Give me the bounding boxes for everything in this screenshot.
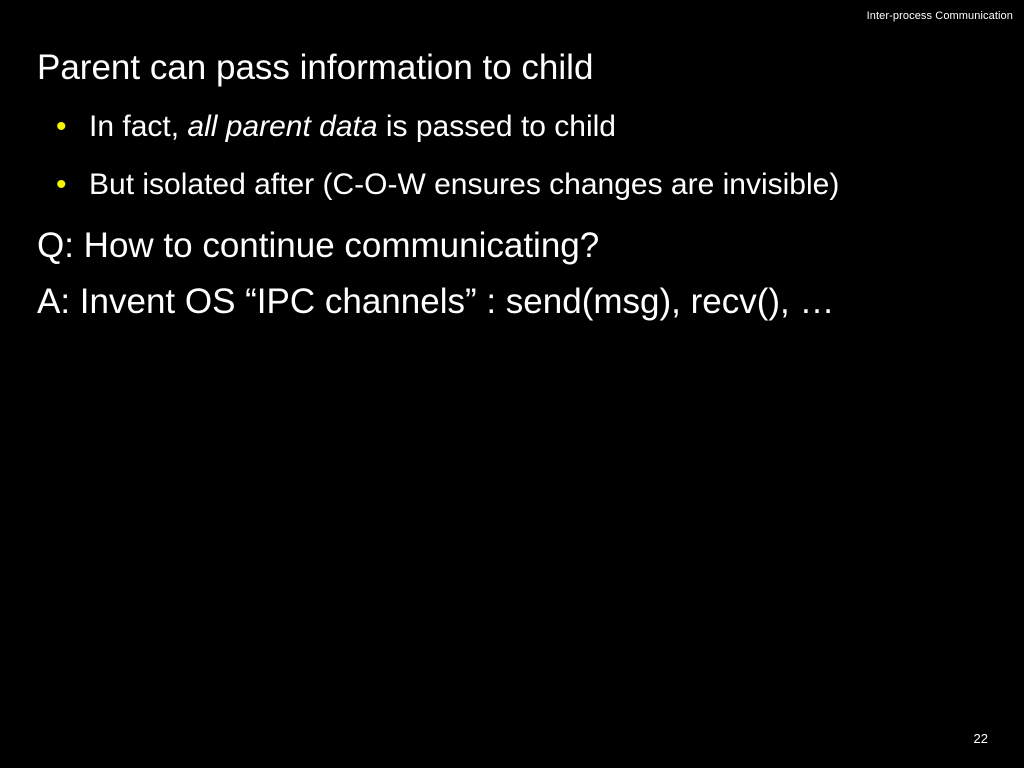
point-parent-pass-info: Parent can pass information to child	[37, 48, 594, 87]
bullet-text-before: In fact,	[89, 110, 188, 143]
slide-content	[37, 44, 994, 326]
bullet-item-all-parent-data	[37, 98, 994, 156]
bullet-item-isolated-after	[37, 156, 994, 214]
page-number: 22	[973, 731, 988, 746]
bullet-dot-icon: •	[56, 110, 67, 143]
slide-header-title: Inter-process Communication	[866, 10, 1013, 22]
bullet-text: But isolated after (C-O-W ensures changes are invisible)	[89, 168, 840, 201]
bullet-text-emphasis: all parent data	[187, 110, 378, 143]
answer-line: A: Invent OS “IPC channels” : send(msg), recv(), …	[37, 282, 835, 321]
bullet-dot-icon: •	[56, 168, 67, 201]
bullet-text-after: is passed to child	[377, 110, 616, 143]
sub-bullet-list	[37, 98, 994, 214]
question-line: Q: How to continue communicating?	[37, 226, 600, 265]
